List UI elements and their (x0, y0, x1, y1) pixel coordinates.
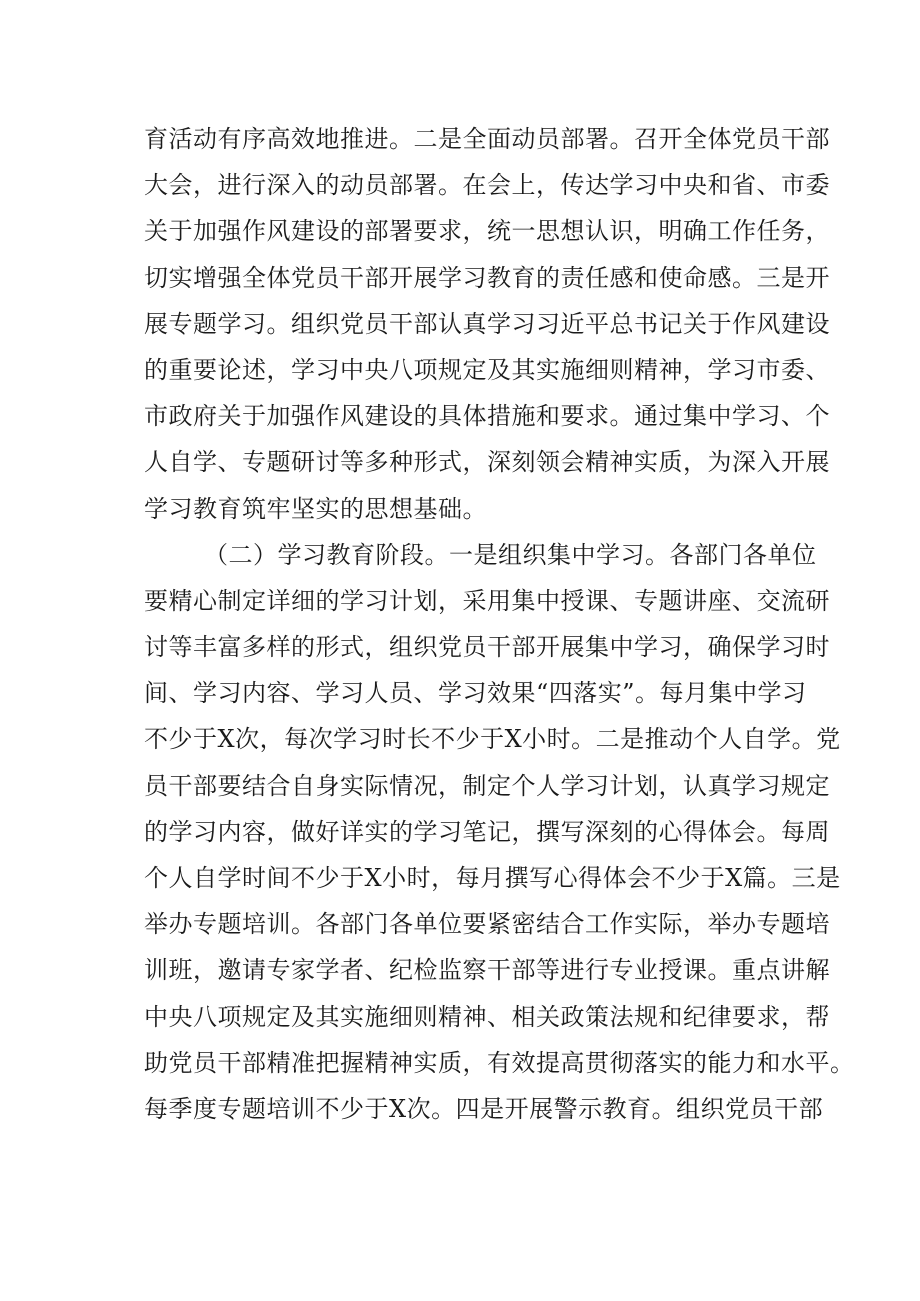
text-line-indented: （二）学习教育阶段。一是组织集中学习。各部门各单位 (204, 540, 817, 569)
text-line: 不少于X次，每次学习时长不少于X小时。二是推动个人自学。党 (144, 725, 841, 754)
text-line: 个人自学时间不少于X小时，每月撰写心得体会不少于X篇。三是 (144, 864, 841, 892)
text-line: 员干部要结合自身实际情况，制定个人学习计划，认真学习规定 (144, 771, 830, 800)
text-line: 讨等丰富多样的形式，组织党员干部开展集中学习，确保学习时 (144, 633, 830, 662)
text-line: 大会，进行深入的动员部署。在会上，传达学习中央和省、市委 (144, 171, 830, 200)
text-line: 举办专题培训。各部门各单位要紧密结合工作实际，举办专题培 (144, 910, 830, 939)
text-line: 每季度专题培训不少于X次。四是开展警示教育。组织党员干部 (144, 1094, 824, 1123)
text-line: 训班，邀请专家学者、纪检监察干部等进行专业授课。重点讲解 (144, 956, 830, 985)
text-line: 育活动有序高效地推进。二是全面动员部署。召开全体党员干部 (144, 125, 830, 153)
text-line: 中央八项规定及其实施细则精神、相关政策法规和纪律要求，帮 (144, 1002, 830, 1031)
text-line: 人自学、专题研讨等多种形式，深刻领会精神实质，为深入开展 (144, 448, 830, 477)
text-line: 关于加强作风建设的部署要求，统一思想认识，明确工作任务， (144, 217, 830, 246)
text-line: 的重要论述，学习中央八项规定及其实施细则精神，学习市委、 (144, 355, 830, 384)
text-line: 展专题学习。组织党员干部认真学习习近平总书记关于作风建设 (144, 309, 830, 338)
text-line: 助党员干部精准把握精神实质，有效提高贯彻落实的能力和水平。 (144, 1048, 855, 1077)
document-body (144, 116, 855, 1132)
text-line: 切实增强全体党员干部开展学习教育的责任感和使命感。三是开 (144, 263, 830, 292)
paragraph-1 (144, 116, 830, 532)
text-line: 间、学习内容、学习人员、学习效果“四落实”。每月集中学习 (144, 679, 807, 708)
paragraph-2 (144, 532, 855, 1132)
text-line: 的学习内容，做好详实的学习笔记，撰写深刻的心得体会。每周 (144, 817, 830, 846)
text-line: 学习教育筑牢坚实的思想基础。 (144, 494, 487, 523)
text-line: 市政府关于加强作风建设的具体措施和要求。通过集中学习、个 (144, 402, 830, 431)
text-line: 要精心制定详细的学习计划，采用集中授课、专题讲座、交流研 (144, 586, 830, 615)
